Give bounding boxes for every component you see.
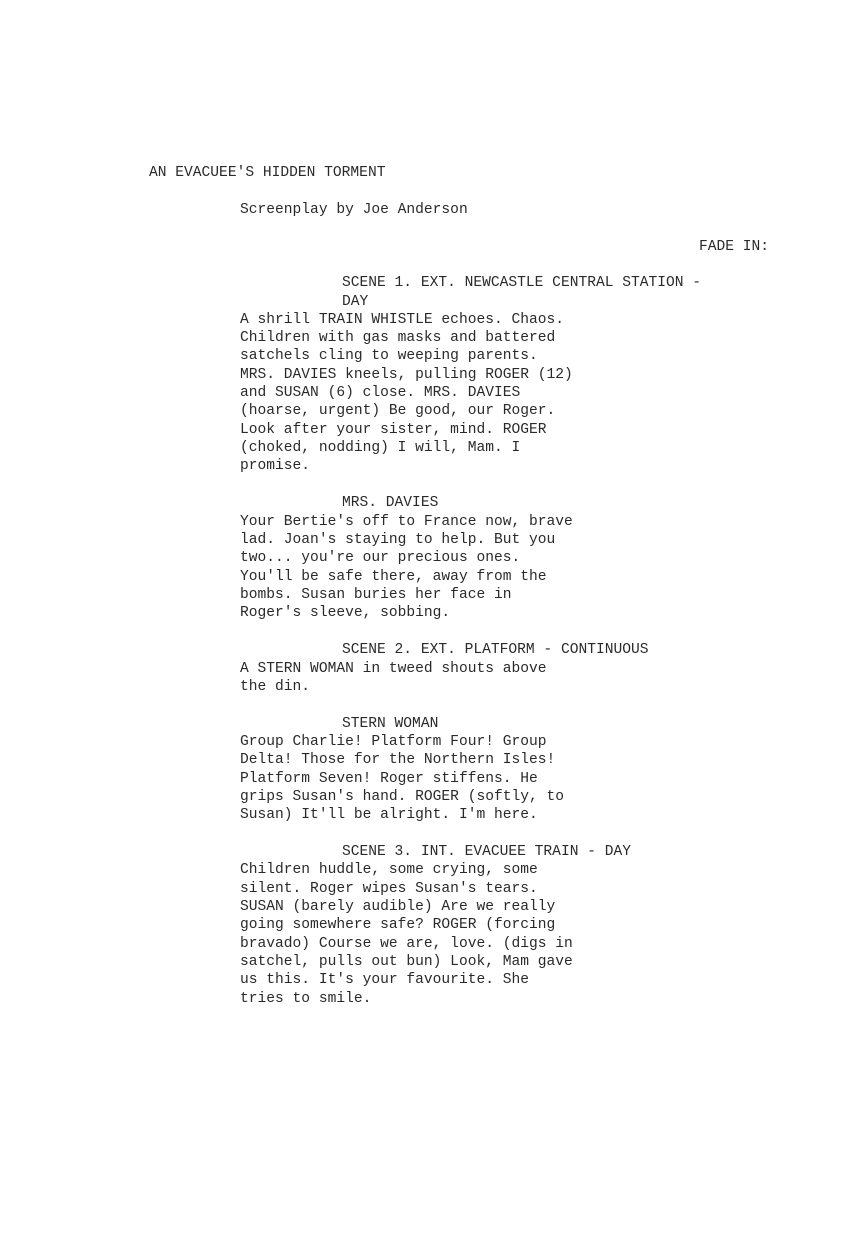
scene-1-heading: SCENE 1. EXT. NEWCASTLE CENTRAL STATION - (342, 275, 702, 291)
dialogue-line: two... you're our precious ones. (240, 550, 521, 566)
scene-1-action-line: satchels cling to weeping parents. (240, 348, 538, 364)
scene-2-action-line: the din. (240, 679, 311, 695)
scene-1-action-line: and SUSAN (6) close. MRS. DAVIES (240, 385, 521, 401)
scene-3-action-line: going somewhere safe? ROGER (forcing (240, 917, 556, 933)
dialogue-line: Group Charlie! Platform Four! Group (240, 734, 547, 750)
dialogue-line: Your Bertie's off to France now, brave (240, 514, 573, 530)
scene-3-action-line: SUSAN (barely audible) Are we really (240, 899, 556, 915)
dialogue-line: Susan) It'll be alright. I'm here. (240, 807, 538, 823)
scene-2-heading: SCENE 2. EXT. PLATFORM - CONTINUOUS (342, 642, 649, 658)
dialogue-line: bombs. Susan buries her face in (240, 587, 512, 603)
scene-3-action-line: us this. It's your favourite. She (240, 972, 530, 988)
scene-3-action-line: tries to smile. (240, 991, 372, 1007)
screenplay-byline: Screenplay by Joe Anderson (240, 202, 468, 218)
dialogue-line: grips Susan's hand. ROGER (softly, to (240, 789, 565, 805)
character-name-stern-woman: STERN WOMAN (342, 716, 439, 732)
scene-3-action-line: bravado) Course we are, love. (digs in (240, 936, 573, 952)
scene-1-action-line: Look after your sister, mind. ROGER (240, 422, 547, 438)
dialogue-line: You'll be safe there, away from the (240, 569, 547, 585)
screenplay-title: AN EVACUEE'S HIDDEN TORMENT (149, 165, 386, 181)
scene-1-action-line: (choked, nodding) I will, Mam. I (240, 440, 521, 456)
scene-1-action-line: MRS. DAVIES kneels, pulling ROGER (12) (240, 367, 573, 383)
scene-1-action-line: A shrill TRAIN WHISTLE echoes. Chaos. (240, 312, 565, 328)
dialogue-line: lad. Joan's staying to help. But you (240, 532, 556, 548)
scene-3-action-line: silent. Roger wipes Susan's tears. (240, 881, 538, 897)
scene-3-action-line: Children huddle, some crying, some (240, 862, 538, 878)
scene-1-action-line: Children with gas masks and battered (240, 330, 556, 346)
dialogue-line: Delta! Those for the Northern Isles! (240, 752, 556, 768)
character-name-mrs-davies: MRS. DAVIES (342, 495, 439, 511)
scene-2-action-line: A STERN WOMAN in tweed shouts above (240, 661, 547, 677)
scene-1-action-line: promise. (240, 458, 311, 474)
dialogue-line: Platform Seven! Roger stiffens. He (240, 771, 538, 787)
transition-fade-in: FADE IN: (698, 239, 769, 255)
scene-3-heading: SCENE 3. INT. EVACUEE TRAIN - DAY (342, 844, 632, 860)
dialogue-line: Roger's sleeve, sobbing. (240, 605, 451, 621)
scene-1-heading-cont: DAY (342, 294, 369, 310)
scene-1-action-line: (hoarse, urgent) Be good, our Roger. (240, 403, 556, 419)
scene-3-action-line: satchel, pulls out bun) Look, Mam gave (240, 954, 573, 970)
